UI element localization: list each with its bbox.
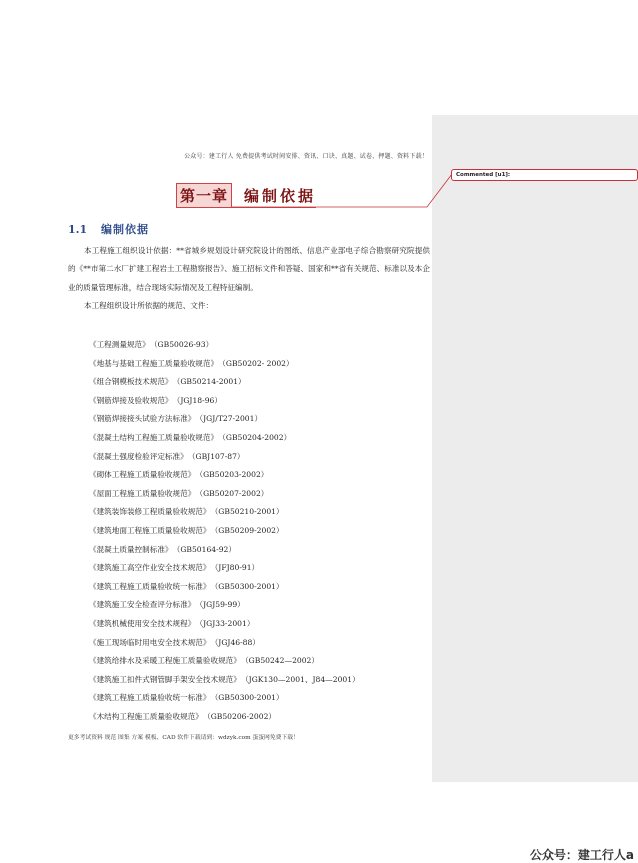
- standard-code: （JFJ80-91）: [214, 563, 260, 573]
- standard-item: [89, 522, 429, 541]
- standard-item: [89, 429, 429, 448]
- standard-code: （GB50210-2001）: [214, 507, 284, 517]
- chapter-title: 编制依据: [244, 186, 317, 205]
- standard-name: 《建筑工程施工质量验收统一标准》: [89, 693, 211, 703]
- standard-item: [89, 392, 429, 411]
- standard-name: 《建筑装饰装修工程质量验收规范》: [89, 507, 211, 517]
- section-number: 1.1: [68, 223, 88, 236]
- standard-name: 《钢筋焊接及验收规范》: [89, 395, 173, 405]
- standards-list: [89, 336, 429, 726]
- standard-name: 《建筑施工高空作业安全技术规范》: [89, 563, 211, 573]
- standard-item: [89, 596, 429, 615]
- standard-name: 《混凝土质量控制标准》: [89, 544, 173, 554]
- body-text: [68, 242, 430, 315]
- header-note: 公众号：建工行人 免费提供考试时间安排、资讯、口诀、真题、试卷、押题、资料下载！: [184, 153, 428, 160]
- standard-code: （GB50164-92）: [176, 544, 236, 554]
- standard-item: [89, 503, 429, 522]
- standard-name: 《钢筋焊接接头试验方法标准》: [89, 414, 196, 424]
- standard-item: [89, 634, 429, 653]
- standard-item: [89, 466, 429, 485]
- standard-item: [89, 410, 429, 429]
- standard-code: （GBJ107-87）: [191, 451, 245, 461]
- standard-item: [89, 578, 429, 597]
- standard-item: [89, 355, 429, 374]
- standard-code: （GB50202- 2002）: [222, 358, 294, 368]
- standard-code: （GB50026-93）: [153, 340, 214, 349]
- standard-name: 《屋面工程施工质量验收规范》: [89, 488, 196, 498]
- standard-code: （GB50300-2001）: [214, 581, 284, 591]
- standard-item: [89, 652, 429, 671]
- standard-item: [89, 671, 429, 690]
- standard-code: （GB50214-2001）: [176, 377, 246, 387]
- standard-name: 《木结构工程施工质量验收规范》: [89, 711, 203, 721]
- standard-item: [89, 336, 429, 355]
- standard-name: 《建筑工程施工质量验收统一标准》: [89, 581, 211, 591]
- standard-code: （JGJ59-99）: [199, 600, 245, 610]
- standard-name: 《建筑给排水及采暖工程施工质量验收规范》: [89, 656, 241, 666]
- chapter-number: 第一章: [176, 183, 232, 208]
- paragraph: 本工程组织设计所依据的规范、文件：: [84, 300, 214, 310]
- standard-item: [89, 541, 429, 560]
- standard-code: （GB50242—2002）: [244, 656, 319, 666]
- standard-name: 《工程测量规范》: [89, 340, 150, 349]
- standard-code: （GB50206-2002）: [206, 711, 276, 721]
- standard-code: （GB50203-2002）: [199, 470, 269, 480]
- paragraph: 本工程施工组织设计依据：**省城乡规划设计研究院设计的图纸、信息产业部电子综合勘察研究院提供的《**市第二水厂扩建工程岩土工程勘察报告》、施工招标文件和答疑、国家和**省有关规范、标准以及本企业的质量管理标准，结合现场实际情况及工程特征编制。: [68, 246, 430, 292]
- standard-name: 《建筑机械使用安全技术规程》: [89, 618, 196, 628]
- comment-margin-pane: [432, 115, 638, 782]
- standard-code: （JGJ18-96）: [176, 395, 222, 405]
- standard-item: [89, 559, 429, 578]
- footer-note: 更多考试资料 规范 图集 方案 模板、CAD 软件下载请到：wdzyk.com 蛋蛋网免费下载！: [68, 735, 299, 741]
- standard-name: 《混凝土强度检验评定标准》: [89, 451, 188, 461]
- standard-name: 《砌体工程施工质量验收规范》: [89, 470, 196, 480]
- standard-name: 《施工现场临时用电安全技术规范》: [89, 637, 211, 647]
- standard-code: （GB50209-2002）: [214, 525, 284, 535]
- standard-item: [89, 373, 429, 392]
- section-title: 编制依据: [100, 223, 149, 236]
- standard-item: [89, 689, 429, 708]
- standard-item: [89, 485, 429, 504]
- standard-name: 《地基与基础工程施工质量验收规范》: [89, 358, 219, 368]
- standard-name: 《建筑地面工程施工质量验收规范》: [89, 525, 211, 535]
- standard-code: （JGJ33-2001）: [199, 618, 255, 628]
- standard-item: [89, 708, 429, 727]
- standard-name: 《混凝土结构工程施工质量验收规范》: [89, 432, 219, 442]
- standard-name: 《组合钢模板技术规范》: [89, 377, 173, 387]
- standard-code: （GB50204-2002）: [222, 432, 292, 442]
- standard-code: （JGJ46-88）: [214, 637, 260, 647]
- section-heading: [68, 221, 149, 237]
- watermark-text: 公众号：建工行人a: [529, 848, 634, 862]
- standard-code: （GB50207-2002）: [199, 488, 269, 498]
- standard-name: 《建筑施工安全检查评分标准》: [89, 600, 196, 610]
- chapter-heading: [176, 183, 316, 208]
- standard-item: [89, 615, 429, 634]
- standard-code: （JGJ/T27-2001）: [199, 414, 263, 424]
- comment-balloon[interactable]: Commented [u1]:: [451, 169, 638, 181]
- standard-code: （JGK130—2001、J84—2001）: [244, 674, 360, 684]
- standard-code: （GB50300-2001）: [214, 693, 284, 703]
- standard-item: [89, 448, 429, 467]
- standard-name: 《建筑施工扣件式钢管脚手架安全技术规范》: [89, 674, 241, 684]
